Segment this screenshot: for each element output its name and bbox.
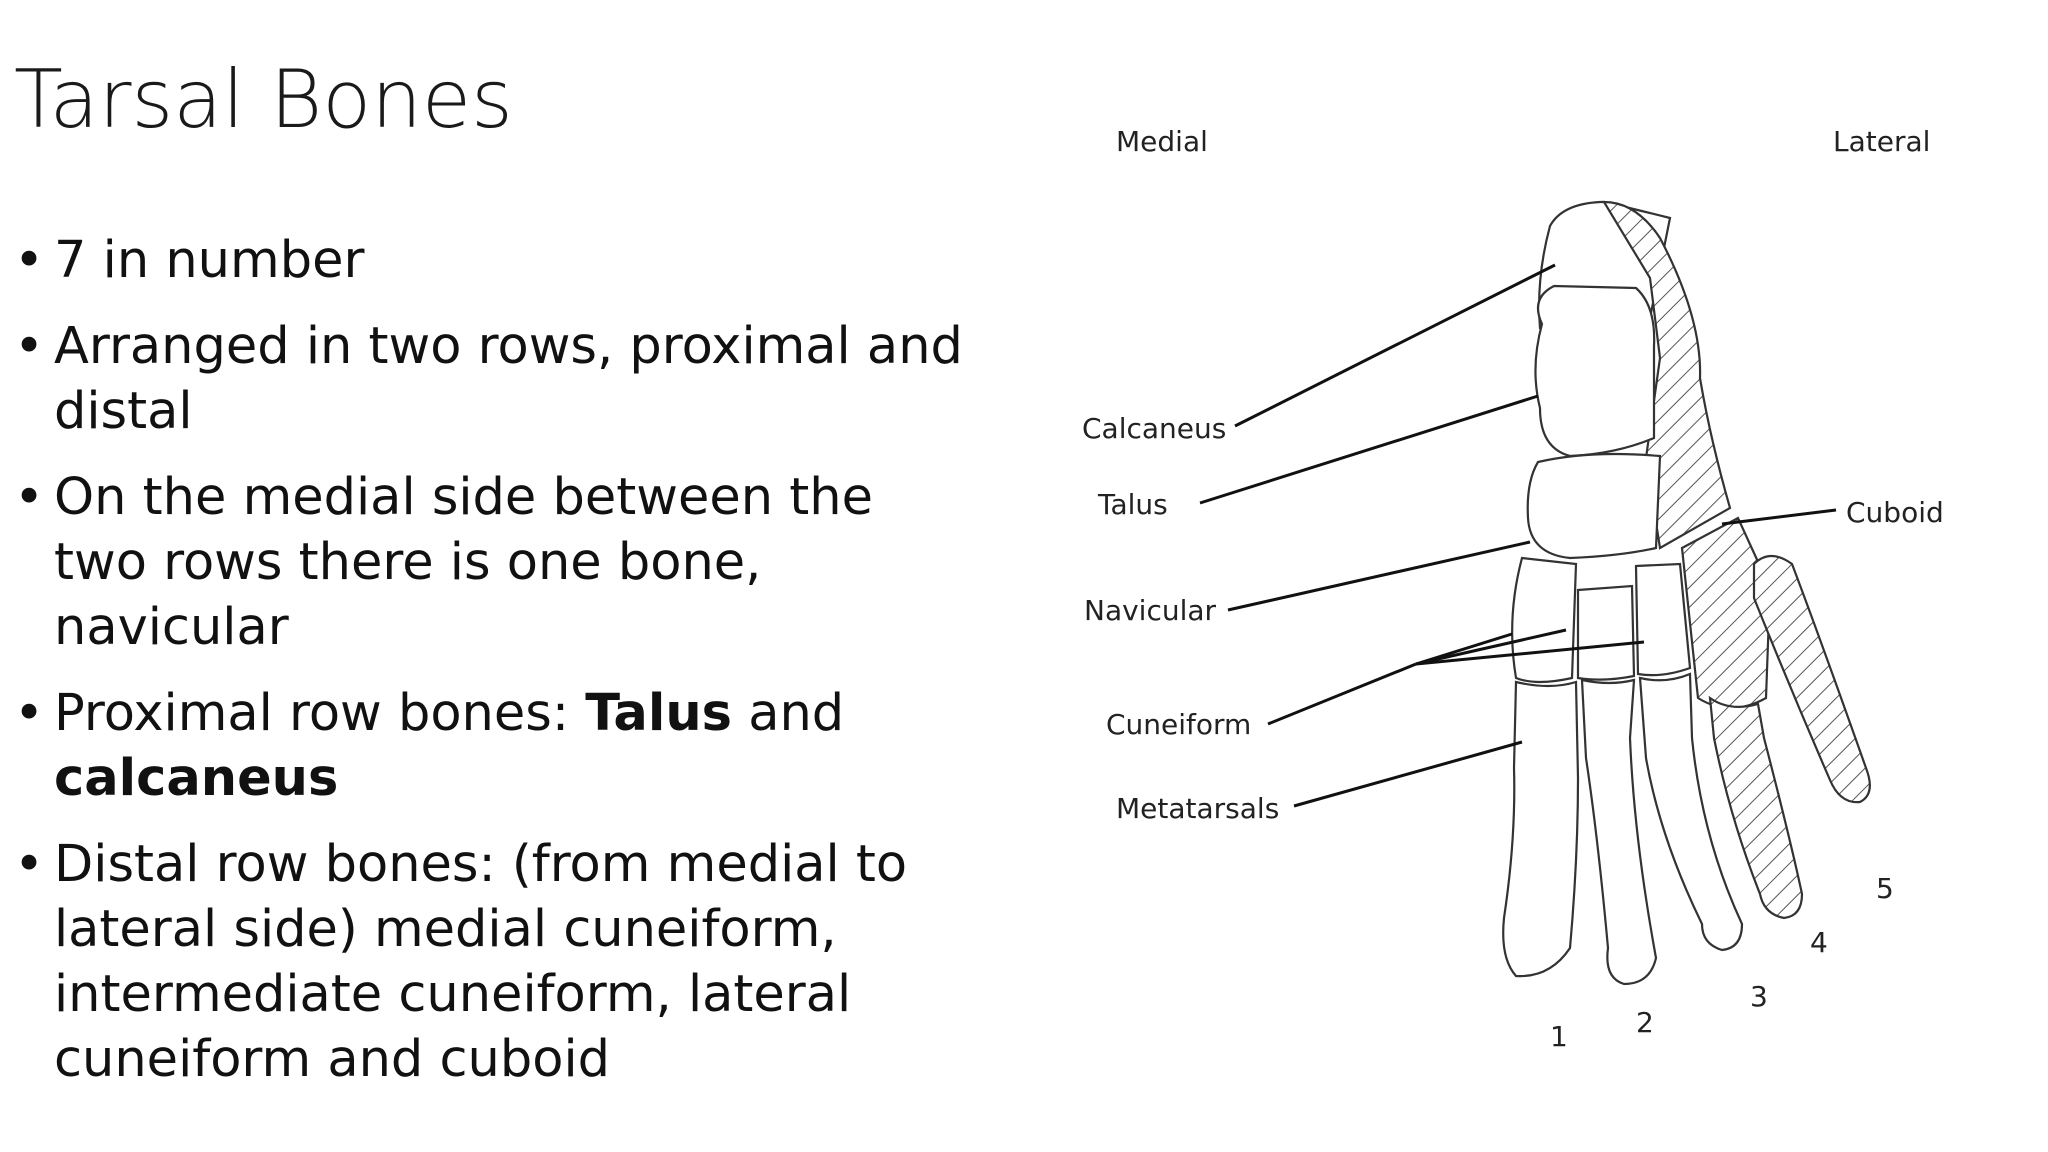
navicular-bone	[1528, 454, 1660, 558]
cuboid-leader	[1722, 510, 1836, 524]
digit-label-2: 2	[1636, 1006, 1654, 1039]
bullet-dot: •	[14, 835, 45, 894]
metatarsals-label: Metatarsals	[1116, 792, 1280, 825]
bullet-text: On the medial side between the two rows there is one bone, navicular	[54, 468, 873, 657]
calcaneus-label: Calcaneus	[1082, 412, 1227, 445]
cuneiform-label: Cuneiform	[1106, 708, 1252, 741]
bullet-item	[14, 228, 974, 293]
calcaneus-leader	[1235, 265, 1555, 426]
cuboid-distal-bone	[1682, 518, 1770, 708]
digit-label-3: 3	[1750, 980, 1768, 1013]
bullet-dot: •	[14, 231, 45, 290]
talus-bone	[1535, 286, 1654, 456]
digit-label-1: 1	[1550, 1020, 1568, 1053]
lateral-label: Lateral	[1833, 125, 1931, 158]
bullet-prefix: Proximal row bones:	[54, 684, 586, 743]
bullet-item	[14, 832, 974, 1092]
cuboid-label: Cuboid	[1846, 496, 1944, 529]
lateral-cuneiform-bone	[1636, 564, 1690, 675]
digit-label-4: 4	[1810, 926, 1828, 959]
navicular-label: Navicular	[1084, 594, 1217, 627]
bullet-text: Distal row bones: (from medial to lateral side) medial cuneiform, intermediate cuneiform, lateral cuneiform and cuboid	[54, 835, 908, 1089]
bold-term-talus: Talus	[585, 684, 732, 743]
bold-term-calcaneus: calcaneus	[54, 749, 339, 808]
intermediate-cuneiform-bone	[1578, 586, 1634, 680]
talus-label: Talus	[1098, 488, 1168, 521]
bullet-text: 7 in number	[54, 231, 365, 290]
metatarsal-1-bone	[1503, 682, 1578, 976]
bullet-middle: and	[732, 684, 845, 743]
digit-label-5: 5	[1876, 872, 1894, 905]
bullet-item	[14, 681, 974, 811]
talus-leader	[1200, 396, 1538, 503]
bullet-dot: •	[14, 684, 45, 743]
bullet-text: Arranged in two rows, proximal and distal	[54, 317, 963, 441]
medial-label: Medial	[1116, 125, 1208, 158]
cuneiform-leader-1	[1268, 664, 1416, 724]
navicular-leader	[1228, 542, 1530, 610]
metatarsals-leader	[1294, 742, 1522, 806]
bullet-item	[14, 465, 974, 660]
bullet-dot: •	[14, 317, 45, 376]
bullet-list	[14, 228, 974, 1113]
foot-bones-diagram	[1030, 78, 2040, 1078]
medial-cuneiform-bone	[1512, 558, 1576, 682]
bullet-item	[14, 314, 974, 444]
bullet-text	[54, 684, 844, 808]
bullet-dot: •	[14, 468, 45, 527]
slide-title: Tarsal Bones	[14, 53, 513, 146]
